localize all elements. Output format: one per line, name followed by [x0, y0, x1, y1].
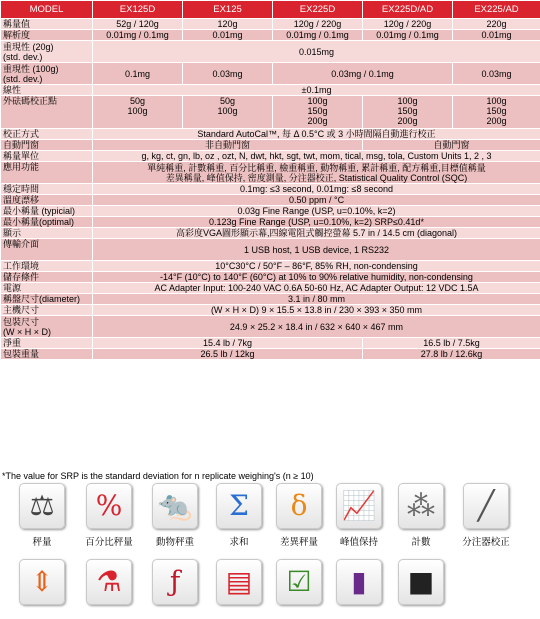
icon-row-1	[0, 483, 540, 543]
pipette-tile	[457, 483, 515, 548]
cell-line: 200g	[275, 116, 360, 126]
icon-caption: 百分比秤量	[80, 534, 138, 548]
bar-chart-icon	[336, 559, 382, 605]
peak-chart-icon	[336, 483, 382, 529]
flask-tile	[80, 559, 138, 605]
row-interface	[1, 239, 540, 261]
cell-line: 100g	[275, 96, 360, 106]
cell-line: 100g	[365, 96, 450, 106]
cell-line: 100g	[95, 106, 180, 116]
updown-arrows-tile	[13, 559, 71, 605]
count-tile	[392, 483, 450, 548]
cell: 0.03g Fine Range (USP, u=0.10%, k=2)	[93, 206, 540, 217]
cell: ±0.1mg	[93, 85, 540, 96]
icon-glyph: ╱	[464, 484, 508, 528]
pipette-icon	[463, 483, 509, 529]
row-label: 校正方式	[1, 129, 93, 140]
cell: 52g / 120g	[93, 19, 183, 30]
cell	[273, 96, 363, 129]
cell: 0.01mg	[453, 30, 540, 41]
icon-glyph: 📈	[337, 484, 381, 528]
cell: 24.9 × 25.2 × 18.4 in / 632 × 640 × 467 mm	[93, 316, 540, 338]
cell	[93, 96, 183, 129]
weight-tile	[392, 559, 450, 605]
row-min-weight-optimal	[1, 217, 540, 228]
row-label: 稱盤尺寸(diameter)	[1, 294, 93, 305]
function-tile	[146, 559, 204, 605]
cell-line: 50g	[95, 96, 180, 106]
cell: 0.01mg	[183, 30, 273, 41]
icon-glyph: ☑	[277, 560, 321, 604]
row-label: 電源	[1, 283, 93, 294]
cell-line: 100g	[185, 106, 270, 116]
cell-line: 150g	[455, 106, 538, 116]
cell: AC Adapter Input: 100-240 VAC 0.6A 50-60 Hz, AC Adapter Output: 12 VDC 1.5A	[93, 283, 540, 294]
label-line: (std. dev.)	[3, 74, 90, 84]
row-stabilization	[1, 184, 540, 195]
model-ex125d: EX125D	[93, 1, 183, 19]
model-header: MODEL	[1, 1, 93, 19]
row-label: 儲存條件	[1, 272, 93, 283]
cell: 120g / 220g	[363, 19, 453, 30]
row-label	[1, 316, 93, 338]
icon-caption: 峰值保持	[330, 534, 388, 548]
icon-caption: 求和	[210, 534, 268, 548]
cell: 0.015mg	[93, 41, 540, 63]
icon-row-2	[0, 559, 540, 619]
icon-glyph: Σ	[217, 484, 261, 528]
cell: 27.8 lb / 12.6kg	[363, 349, 540, 360]
row-label: 工作環境	[1, 261, 93, 272]
row-operating	[1, 261, 540, 272]
icon-glyph: ▮	[337, 560, 381, 604]
footnote: *The value for SRP is the standard deviation for n replicate weighing's (n ≥ 10)	[2, 471, 314, 481]
label-line: (W × H × D)	[3, 327, 90, 337]
icon-caption: 分注器校正	[457, 534, 515, 548]
cell: 高彩度VGA圖形顯示幕,四線電阻式觸控螢幕 5.7 in / 14.5 cm (diagonal)	[93, 228, 540, 239]
cell: 非自動門窗	[93, 140, 363, 151]
cell-line: 150g	[365, 106, 450, 116]
weighing-icon	[19, 483, 65, 529]
cell: 0.03mg / 0.1mg	[273, 63, 453, 85]
row-applications	[1, 162, 540, 184]
cell: 0.123g Fine Range (USP, u=0.10%, k=2) SRP≤0.41d*	[93, 217, 540, 228]
model-ex125: EX125	[183, 1, 273, 19]
cell-line: 50g	[185, 96, 270, 106]
row-label: 稱量單位	[1, 151, 93, 162]
row-label: 應用功能	[1, 162, 93, 184]
icon-glyph: ⚗	[87, 560, 131, 604]
row-storage	[1, 272, 540, 283]
icon-caption: 差異秤量	[270, 534, 328, 548]
row-label: 傳輸介面	[1, 239, 93, 261]
icon-glyph: 🐀	[153, 484, 197, 528]
row-calibration	[1, 129, 540, 140]
beaker-icon	[216, 559, 262, 605]
cell: 0.03mg	[183, 63, 273, 85]
row-cal-points	[1, 96, 540, 129]
cell-line: 差異稱量, 峰值保持, 密度測量, 分注器校正, Statistical Quality Control (SQC)	[95, 173, 538, 183]
cell	[93, 162, 540, 184]
icon-glyph: ƒ	[153, 560, 197, 604]
peak-chart-tile	[330, 483, 388, 548]
row-linearity	[1, 85, 540, 96]
cell: 0.03mg	[453, 63, 540, 85]
row-label	[1, 41, 93, 63]
row-label: 最小稱量 (typicial)	[1, 206, 93, 217]
row-drift	[1, 195, 540, 206]
cell: 0.01mg / 0.1mg	[363, 30, 453, 41]
weighing-tile	[13, 483, 71, 548]
cell: 15.4 lb / 7kg	[93, 338, 363, 349]
icon-caption: 計數	[392, 534, 450, 548]
label-line: 重現性 (20g)	[3, 42, 90, 52]
label-line: 包裝尺寸	[3, 317, 90, 327]
row-pan-size	[1, 294, 540, 305]
row-label	[1, 63, 93, 85]
row-label: 解析度	[1, 30, 93, 41]
cell: 自動門窗	[363, 140, 540, 151]
row-min-weight	[1, 206, 540, 217]
icon-glyph: ▤	[217, 560, 261, 604]
count-icon	[398, 483, 444, 529]
row-label: 主機尺寸	[1, 305, 93, 316]
row-net-weight	[1, 338, 540, 349]
cell	[453, 96, 540, 129]
cell: -14°F (10°C) to 140°F (60°C) at 10% to 90% relative humidity, non-condensing	[93, 272, 540, 283]
cell: 0.01mg / 0.1mg	[93, 30, 183, 41]
icon-glyph: ⚖	[20, 484, 64, 528]
row-repeatability-100g	[1, 63, 540, 85]
cell: 1 USB host, 1 USB device, 1 RS232	[93, 239, 540, 261]
row-readability	[1, 30, 540, 41]
cell: (W × H × D) 9 × 15.5 × 13.8 in / 230 × 393 × 350 mm	[93, 305, 540, 316]
cell-line: 100g	[455, 96, 538, 106]
row-repeatability-20g	[1, 41, 540, 63]
cell-line: 單純稱重, 計數稱重, 百分比稱重, 檢重稱重, 動物稱重, 累計稱重, 配方稱重,目標值稱量	[95, 163, 538, 173]
cell: 0.01mg / 0.1mg	[273, 30, 363, 41]
delta-tile	[270, 483, 328, 548]
sigma-icon	[216, 483, 262, 529]
label-line: (std. dev.)	[3, 52, 90, 62]
row-shipping-dimensions	[1, 316, 540, 338]
row-label: 顯示	[1, 228, 93, 239]
header-row	[1, 1, 540, 19]
cell: 3.1 in / 80 mm	[93, 294, 540, 305]
row-label: 淨重	[1, 338, 93, 349]
delta-icon	[276, 483, 322, 529]
row-display	[1, 228, 540, 239]
checklist-icon	[276, 559, 322, 605]
row-capacity	[1, 19, 540, 30]
updown-arrows-icon	[19, 559, 65, 605]
cell-line: 200g	[365, 116, 450, 126]
beaker-tile	[210, 559, 268, 605]
icon-glyph: δ	[277, 484, 321, 528]
cell: 16.5 lb / 7.5kg	[363, 338, 540, 349]
animal-tile	[146, 483, 204, 548]
weight-icon	[398, 559, 444, 605]
cell: 10°C30°C / 50°F – 86°F, 85% RH, non-condensing	[93, 261, 540, 272]
sigma-tile	[210, 483, 268, 548]
cell: 120g / 220g	[273, 19, 363, 30]
cell: Standard AutoCal™, 每 Δ 0.5°C 或 3 小時間隔自動進行校正	[93, 129, 540, 140]
model-ex225-ad: EX225/AD	[453, 1, 540, 19]
label-line: 重現性 (100g)	[3, 64, 90, 74]
row-label: 外砝碼校正點	[1, 96, 93, 129]
icon-caption: 動物秤重	[146, 534, 204, 548]
flask-icon	[86, 559, 132, 605]
icon-glyph: ⇕	[20, 560, 64, 604]
model-ex225d: EX225D	[273, 1, 363, 19]
row-label: 線性	[1, 85, 93, 96]
row-label: 最小稱量(optimal)	[1, 217, 93, 228]
animal-icon	[152, 483, 198, 529]
row-label: 溫度漂移	[1, 195, 93, 206]
model-ex225d-ad: EX225D/AD	[363, 1, 453, 19]
row-shipping-weight	[1, 349, 540, 360]
function-icon	[152, 559, 198, 605]
checklist-tile	[270, 559, 328, 605]
percent-icon	[86, 483, 132, 529]
cell	[363, 96, 453, 129]
icon-glyph: ⁂	[399, 484, 443, 528]
cell: 220g	[453, 19, 540, 30]
icon-caption: 秤量	[13, 534, 71, 548]
row-label: 穩定時間	[1, 184, 93, 195]
cell: g, kg, ct, gn, lb, oz , ozt, N, dwt, hkt, sgt, twt, mom, tical, msg, tola, Custom Units 1, 2 , 3	[93, 151, 540, 162]
percent-tile	[80, 483, 138, 548]
cell: 0.1mg	[93, 63, 183, 85]
row-label: 稱量值	[1, 19, 93, 30]
cell: 0.50 ppm / °C	[93, 195, 540, 206]
cell: 120g	[183, 19, 273, 30]
cell: 0.1mg: ≤3 second, 0.01mg: ≤8 second	[93, 184, 540, 195]
row-label: 包裝重量	[1, 349, 93, 360]
row-power	[1, 283, 540, 294]
cell-line: 150g	[275, 106, 360, 116]
icon-glyph: %	[87, 484, 131, 528]
cell-line: 200g	[455, 116, 538, 126]
bar-chart-tile	[330, 559, 388, 605]
row-dimensions	[1, 305, 540, 316]
row-doors	[1, 140, 540, 151]
icon-glyph: ■	[399, 560, 443, 604]
row-units	[1, 151, 540, 162]
cell: 26.5 lb / 12kg	[93, 349, 363, 360]
row-label: 自動門窗	[1, 140, 93, 151]
cell	[183, 96, 273, 129]
